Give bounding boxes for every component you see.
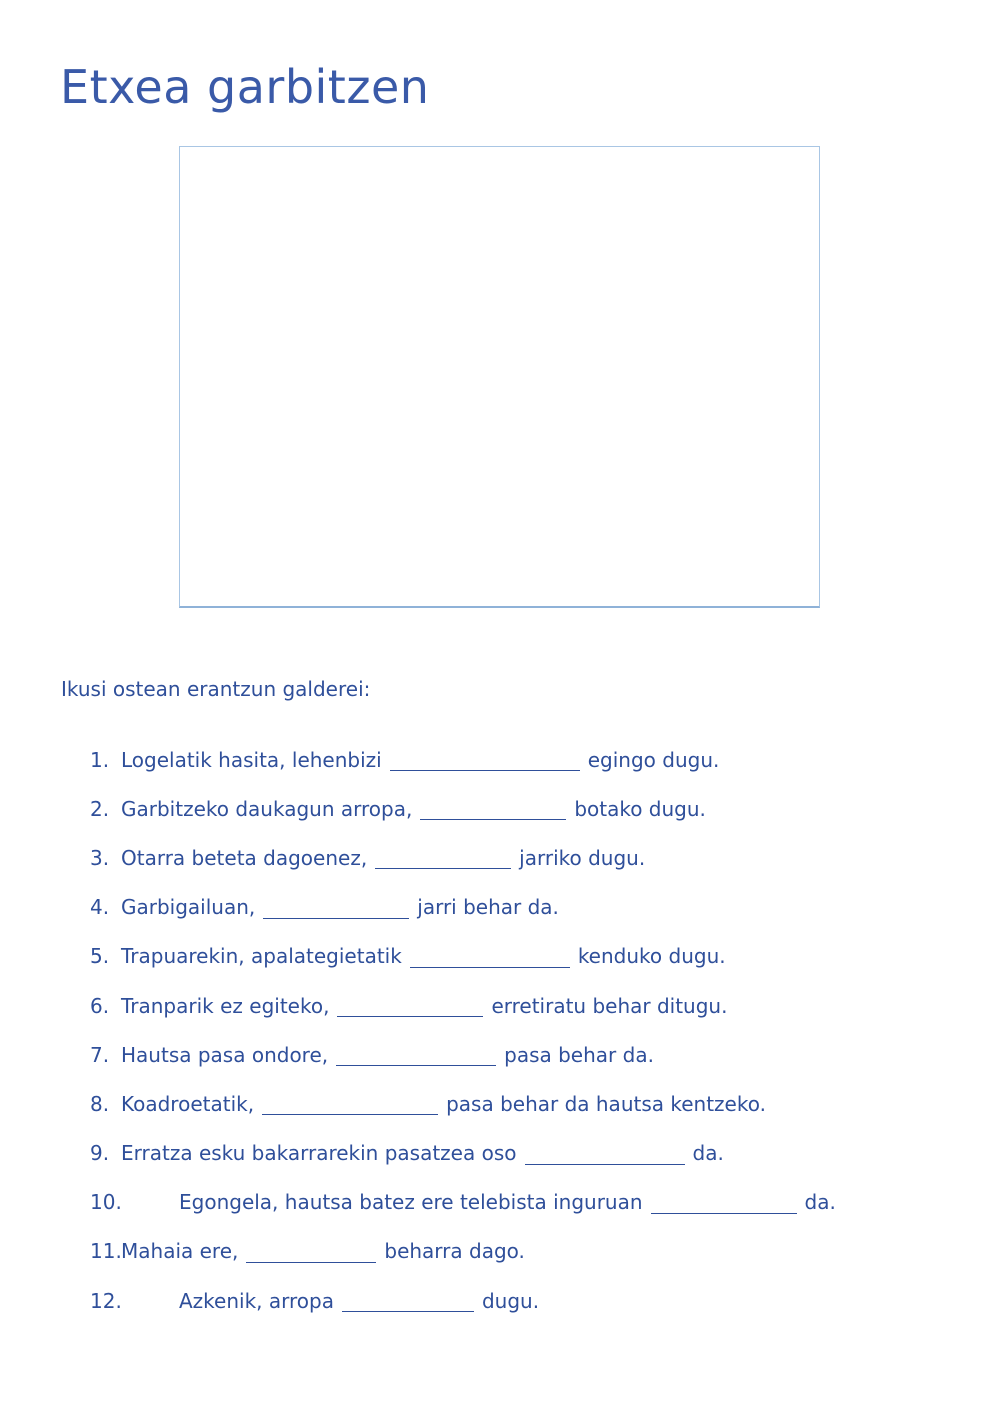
question-number: 8. xyxy=(90,1091,110,1116)
image-placeholder xyxy=(179,146,820,608)
question-item xyxy=(90,784,836,833)
answer-blank[interactable] xyxy=(525,1146,685,1165)
question-number: 5. xyxy=(90,944,110,969)
answer-blank[interactable] xyxy=(342,1293,474,1312)
question-text-after: erretiratu behar ditugu. xyxy=(491,993,728,1018)
instructions-text: Ikusi ostean erantzun galderei: xyxy=(61,677,371,701)
question-list xyxy=(90,735,836,1325)
question-number: 6. xyxy=(90,993,110,1018)
question-text-before: Egongela, hautsa batez ere telebista inguruan xyxy=(179,1190,643,1215)
question-text-after: egingo dugu. xyxy=(587,747,720,772)
answer-blank[interactable] xyxy=(336,1047,496,1066)
question-item xyxy=(90,1227,836,1276)
answer-blank[interactable] xyxy=(420,801,566,820)
question-number: 12. xyxy=(90,1288,122,1313)
question-item xyxy=(90,1129,836,1178)
question-text-after: pasa behar da. xyxy=(504,1042,654,1067)
answer-blank[interactable] xyxy=(246,1244,376,1263)
answer-blank[interactable] xyxy=(651,1195,797,1214)
question-number: 3. xyxy=(90,845,110,870)
question-number: 11. xyxy=(90,1239,122,1264)
question-text-before: Garbigailuan, xyxy=(121,895,256,920)
answer-blank[interactable] xyxy=(337,998,483,1017)
question-number: 1. xyxy=(90,747,110,772)
page-title: Etxea garbitzen xyxy=(60,60,430,114)
question-number: 10. xyxy=(90,1190,122,1215)
question-text-before: Otarra beteta dagoenez, xyxy=(121,845,368,870)
question-item xyxy=(90,1030,836,1079)
question-text-before: Trapuarekin, apalategietatik xyxy=(121,944,402,969)
question-text-after: da. xyxy=(692,1141,724,1166)
question-item xyxy=(90,1178,836,1227)
answer-blank[interactable] xyxy=(390,752,580,771)
question-item xyxy=(90,981,836,1030)
question-text-before: Koadroetatik, xyxy=(121,1091,255,1116)
question-text-before: Hautsa pasa ondore, xyxy=(121,1042,329,1067)
question-number: 7. xyxy=(90,1042,110,1067)
question-item xyxy=(90,883,836,932)
question-item xyxy=(90,735,836,784)
question-text-after: beharra dago. xyxy=(384,1239,525,1264)
answer-blank[interactable] xyxy=(375,850,511,869)
question-text-after: jarri behar da. xyxy=(417,895,559,920)
question-text-before: Erratza esku bakarrarekin pasatzea oso xyxy=(121,1141,517,1166)
question-item xyxy=(90,1276,836,1325)
question-text-after: botako dugu. xyxy=(574,796,706,821)
question-text-after: da. xyxy=(804,1190,836,1215)
question-text-before: Garbitzeko daukagun arropa, xyxy=(121,796,413,821)
answer-blank[interactable] xyxy=(263,900,409,919)
question-text-before: Tranparik ez egiteko, xyxy=(121,993,330,1018)
question-number: 2. xyxy=(90,796,110,821)
question-text-after: pasa behar da hautsa kentzeko. xyxy=(446,1091,766,1116)
question-text-after: kenduko dugu. xyxy=(577,944,726,969)
question-number: 4. xyxy=(90,895,110,920)
question-item xyxy=(90,833,836,882)
question-text-after: dugu. xyxy=(481,1288,540,1313)
question-number: 9. xyxy=(90,1141,110,1166)
question-text-before: Mahaia ere, xyxy=(121,1239,239,1264)
question-text-before: Logelatik hasita, lehenbizi xyxy=(121,747,382,772)
question-item xyxy=(90,1079,836,1128)
question-item xyxy=(90,932,836,981)
question-text-before: Azkenik, arropa xyxy=(179,1288,334,1313)
question-text-after: jarriko dugu. xyxy=(519,845,646,870)
answer-blank[interactable] xyxy=(410,949,570,968)
answer-blank[interactable] xyxy=(262,1096,438,1115)
